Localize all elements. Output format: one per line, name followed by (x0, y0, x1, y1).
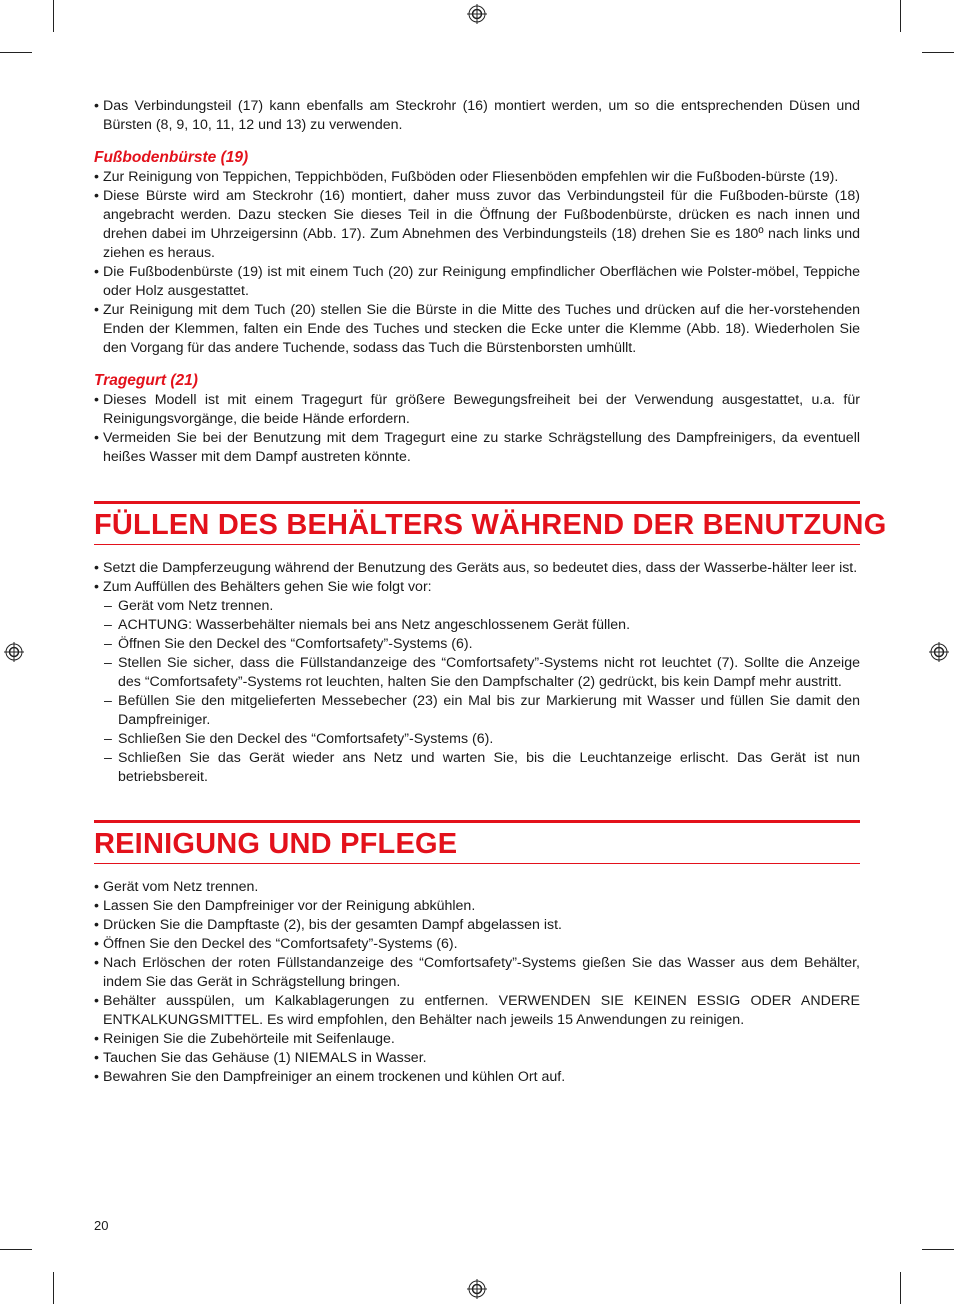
list-item: • Die Fußbodenbürste (19) ist mit einem Tuch (20) zur Reinigung empfindlicher Oberflächen wie Polster-möbel, Teppiche oder Holz ausgestattet. (94, 263, 860, 301)
step-item: – Gerät vom Netz trennen. (94, 597, 860, 616)
floor-brush-section (94, 148, 860, 358)
floor-brush-list (94, 168, 860, 358)
list-item (94, 578, 860, 597)
list-item: • Gerät vom Netz trennen. (94, 878, 860, 897)
section-title-refill: FÜLLEN DES BEHÄLTERS WÄHREND DER BENUTZUNG (94, 501, 860, 545)
list-item: • Dieses Modell ist mit einem Tragegurt für größere Bewegungsfreiheit bei der Verwendung ausgestattet, u.a. für Reinigungsvorgänge, die beide Hände erfordern. (94, 391, 860, 429)
registration-mark-icon (4, 642, 24, 662)
step-item: – Schließen Sie das Gerät wieder ans Netz und warten Sie, bis die Leuchtanzeige erlischt. Das Gerät ist nun betriebsbereit. (94, 749, 860, 787)
registration-mark-icon (929, 642, 949, 662)
strap-list (94, 391, 860, 467)
list-item: • Zur Reinigung von Teppichen, Teppichböden, Fußböden oder Fliesenböden empfehlen wir die Fußboden-bürste (19). (94, 168, 860, 187)
registration-mark-icon (467, 1279, 487, 1299)
crop-mark (900, 1272, 901, 1304)
step-item: – Öffnen Sie den Deckel des “Comfortsafety”-Systems (6). (94, 635, 860, 654)
refill-steps (94, 597, 860, 787)
registration-mark-icon (467, 4, 487, 24)
cleaning-body (94, 878, 860, 1087)
list-item: • Bewahren Sie den Dampfreiniger an einem trockenen und kühlen Ort auf. (94, 1068, 860, 1087)
strap-section (94, 371, 860, 467)
cleaning-section (94, 820, 860, 1087)
crop-mark (53, 0, 54, 32)
list-item: • Tauchen Sie das Gehäuse (1) NIEMALS in Wasser. (94, 1049, 860, 1068)
step-item: – Stellen Sie sicher, dass die Füllstandanzeige des “Comfortsafety”-Systems nicht rot leuchtet (7). Sollte die Anzeige des “Comfortsafety”-Systems rot leuchten, halten Sie den Dampfschalter (2) gedrückt, bis kein Dampf mehr austritt. (94, 654, 860, 692)
list-item: • Vermeiden Sie bei der Benutzung mit dem Tragegurt eine zu starke Schrägstellung des Dampfreinigers, da eventuell heißes Wasser mit dem Dampf austreten könnte. (94, 429, 860, 467)
list-item-text: Zum Auffüllen des Behälters gehen Sie wie folgt vor: (103, 579, 432, 595)
list-item: • Setzt die Dampferzeugung während der Benutzung des Geräts aus, so bedeutet dies, dass der Wasserbe-hälter leer ist. (94, 559, 860, 578)
page-number: 20 (94, 1218, 109, 1233)
step-item: – ACHTUNG: Wasserbehälter niemals bei ans Netz angeschlossenem Gerät füllen. (94, 616, 860, 635)
cleaning-list (94, 878, 860, 1087)
list-item: • Zur Reinigung mit dem Tuch (20) stellen Sie die Bürste in die Mitte des Tuches und drücken auf die her-vorstehenden Enden der Klemmen, falten ein Ende des Tuches und stecken die Ecke unter die Klemme (Abb. 18). Wiederholen Sie den Vorgang für das andere Tuchende, sodass das Tuch die Bürstenborsten umhüllt. (94, 301, 860, 358)
list-item: • Das Verbindungsteil (17) kann ebenfalls am Steckrohr (16) montiert werden, um so die entsprechenden Düsen und Bürsten (8, 9, 10, 11, 12 und 13) zu verwenden. (94, 97, 860, 135)
list-item: • Reinigen Sie die Zubehörteile mit Seifenlauge. (94, 1030, 860, 1049)
list-item: • Öffnen Sie den Deckel des “Comfortsafety”-Systems (6). (94, 935, 860, 954)
intro-section (94, 97, 860, 135)
step-item: – Befüllen Sie den mitgelieferten Messebecher (23) ein Mal bis zur Markierung mit Wasser und füllen Sie damit den Dampfreiniger. (94, 692, 860, 730)
step-item: – Schließen Sie den Deckel des “Comfortsafety”-Systems (6). (94, 730, 860, 749)
refill-body (94, 559, 860, 787)
refill-list (94, 559, 860, 597)
list-item: • Lassen Sie den Dampfreiniger vor der Reinigung abkühlen. (94, 897, 860, 916)
crop-mark (922, 1249, 954, 1250)
crop-mark (900, 0, 901, 32)
floor-brush-heading: Fußbodenbürste (19) (94, 149, 249, 166)
crop-mark (0, 1249, 32, 1250)
crop-mark (0, 52, 32, 53)
intro-list (94, 97, 860, 135)
section-title-cleaning: REINIGUNG UND PFLEGE (94, 820, 860, 864)
crop-mark (922, 52, 954, 53)
list-item: • Drücken Sie die Dampftaste (2), bis der gesamten Dampf abgelassen ist. (94, 916, 860, 935)
list-item: • Diese Bürste wird am Steckrohr (16) montiert, daher muss zuvor das Verbindungsteil für die Fußboden-bürste (18) angebracht werden. Dazu stecken Sie dieses Teil in die Öffnung der Fußbodenbürste, drücken es nach innen und drehen dabei im Uhrzeigersinn (Abb. 17). Zum Abnehmen des Verbindungsteils (18) drehen Sie es 180º nach links und ziehen es heraus. (94, 187, 860, 263)
strap-heading: Tragegurt (21) (94, 372, 198, 389)
list-item: • Behälter ausspülen, um Kalkablagerungen zu entfernen. VERWENDEN SIE KEINEN ESSIG ODER ANDERE ENTKALKUNGSMITTEL. Es wird empfohlen, den Behälter nach jeweils 15 Anwendungen zu reinigen. (94, 992, 860, 1030)
list-item: • Nach Erlöschen der roten Füllstandanzeige des “Comfortsafety”-Systems gießen Sie das Wasser aus dem Behälter, indem Sie das Gerät in Schrägstellung bringen. (94, 954, 860, 992)
page-content (94, 97, 887, 1087)
refill-section (94, 501, 887, 787)
crop-mark (53, 1272, 54, 1304)
